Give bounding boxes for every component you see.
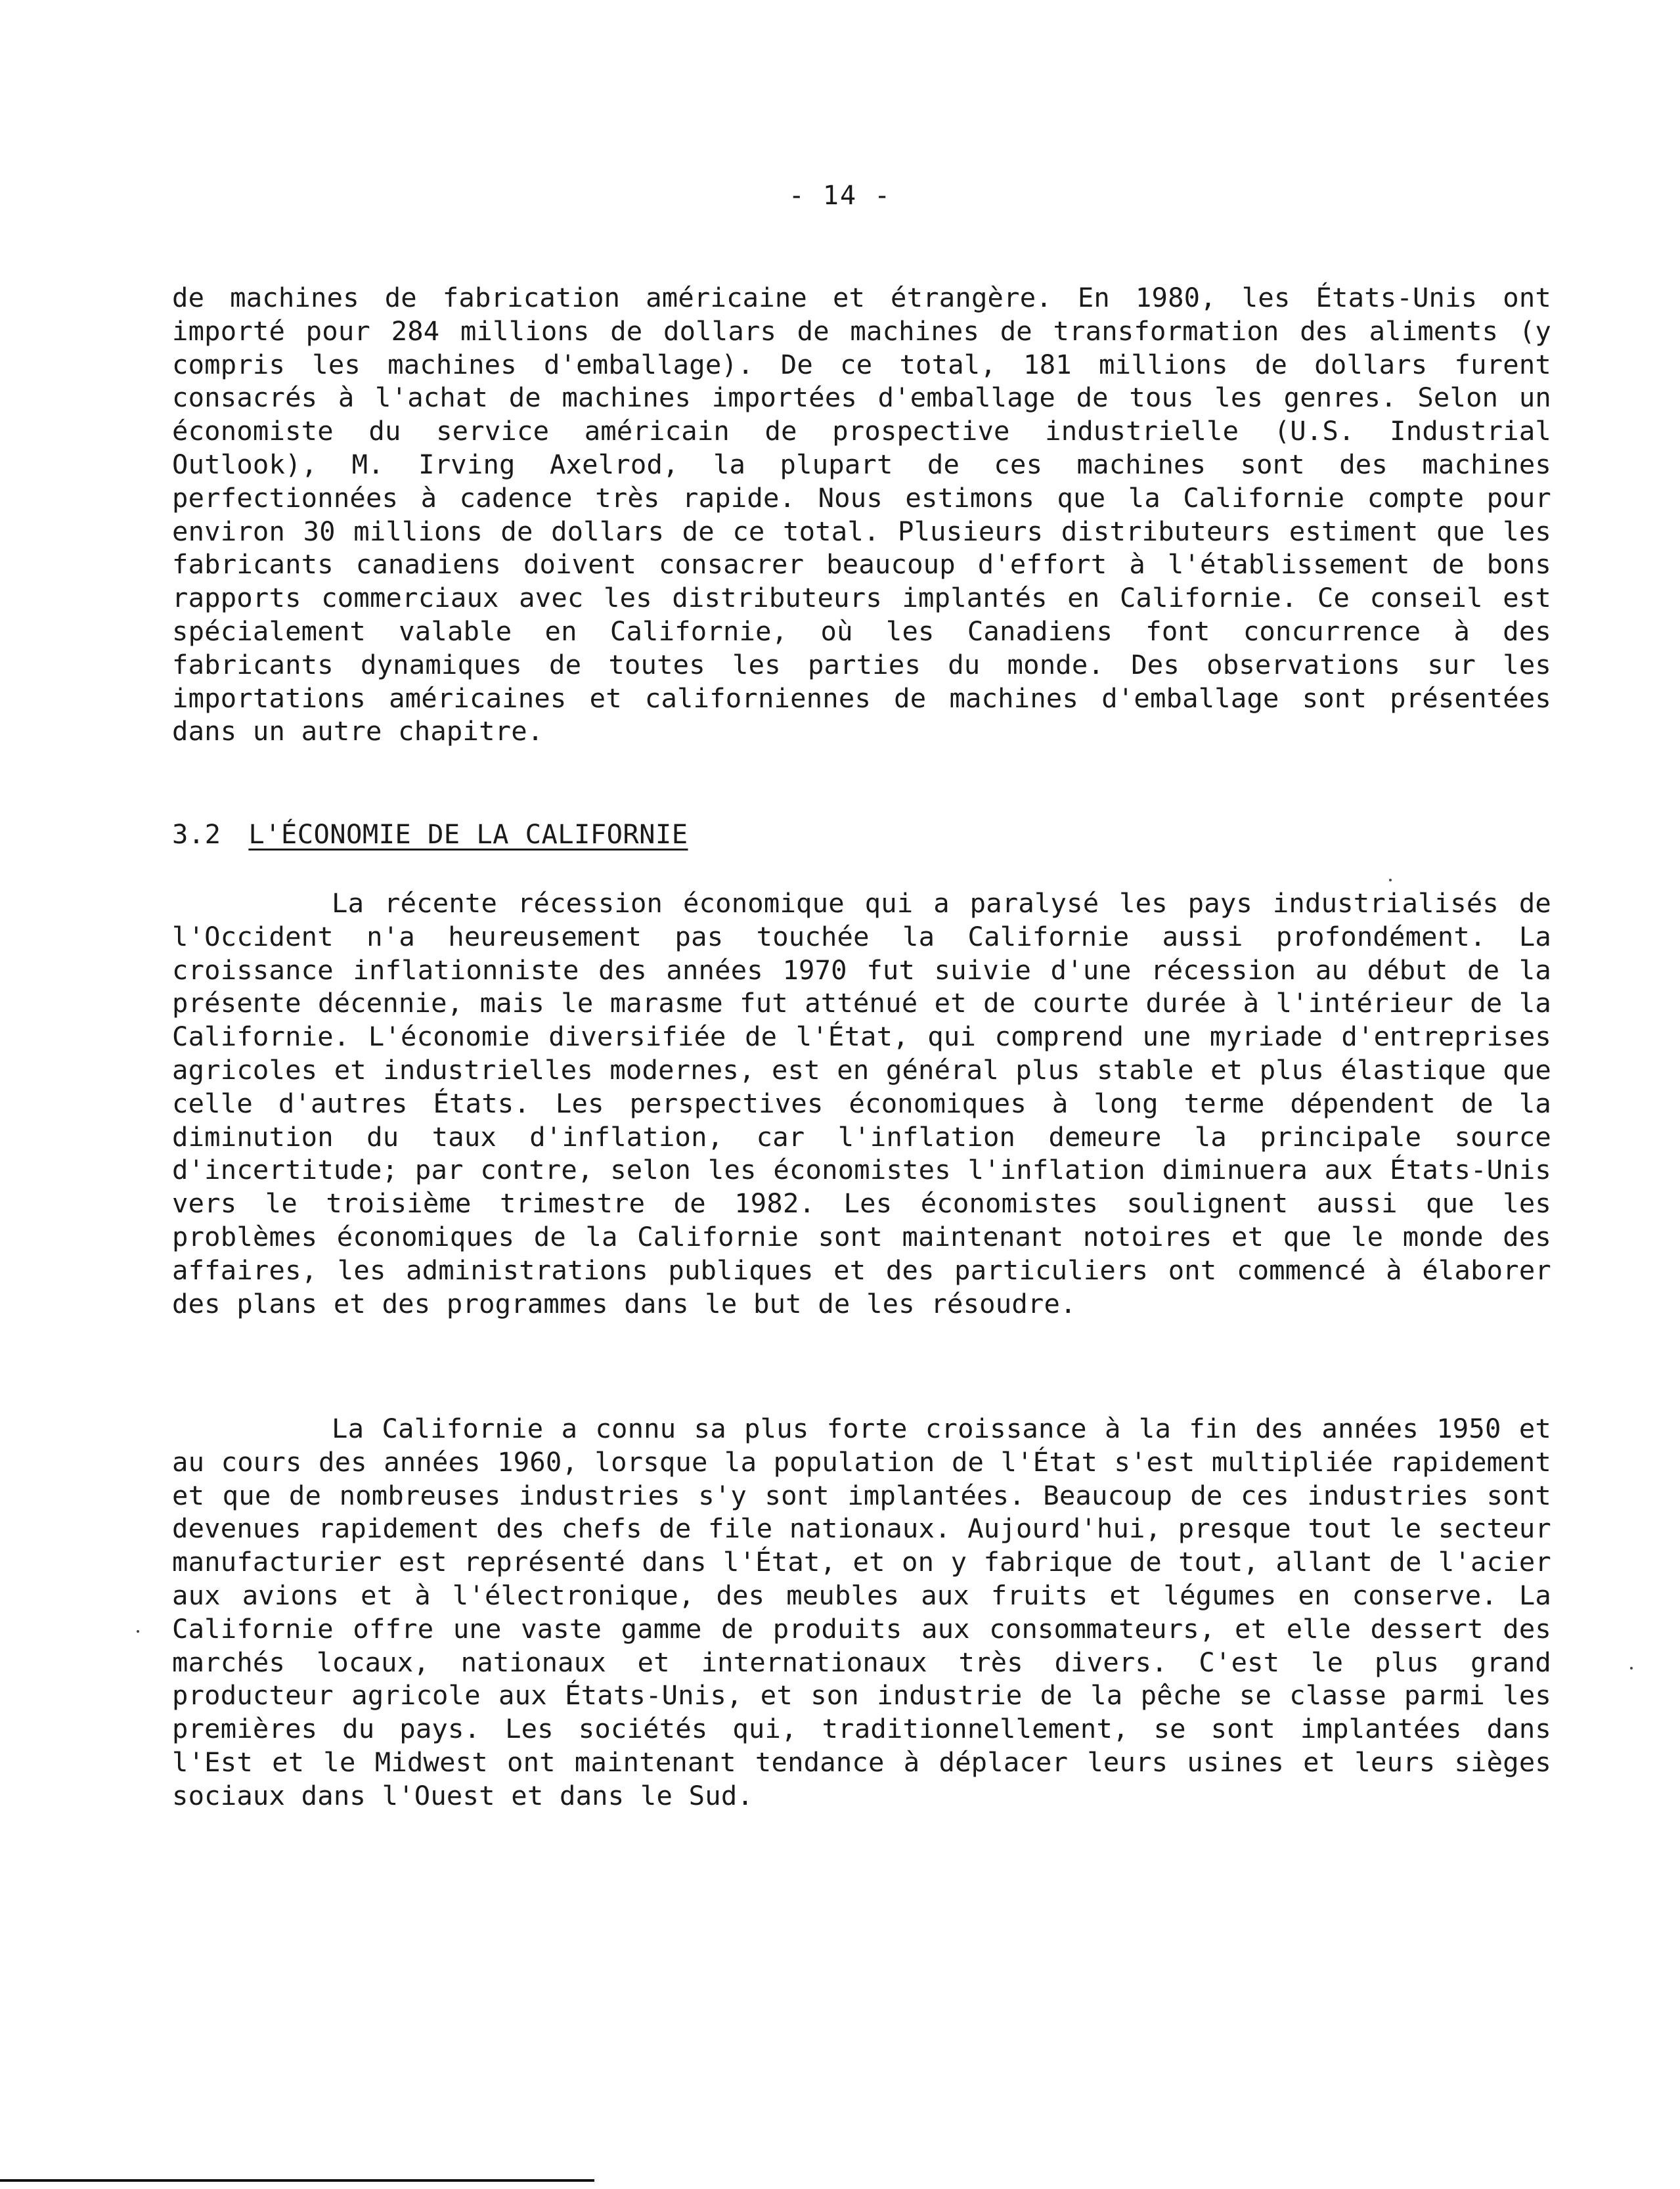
section-title: L'ÉCONOMIE DE LA CALIFORNIE bbox=[248, 818, 688, 850]
scan-speck bbox=[1389, 879, 1392, 881]
bottom-rule bbox=[0, 2179, 594, 2182]
section-heading bbox=[172, 818, 688, 851]
scan-speck bbox=[137, 1630, 139, 1633]
paragraph-recession: La récente récession économique qui a paralysé les pays industrialisés de l'Occident n'a heureusement pas touchée la Californie aussi profondément. La croissance inflationniste des années 1970 fut suivie d'une récession au début de la présente décennie, mais le marasme fut atténué et de courte durée à l'intérieur de la Californie. L'économie diversifiée de l'État, qui comprend une myriade d'entreprises agricoles et industrielles modernes, est en général plus stable et plus élastique que celle d'autres États. Les perspectives économiques à long terme dépendent de la diminution du taux d'inflation, car l'inflation demeure la principale source d'incertitude; par contre, selon les économistes l'inflation diminuera aux États-Unis vers le troisième trimestre de 1982. Les économistes soulignent aussi que les problèmes économiques de la Californie sont maintenant notoires et que le monde des affaires, les administrations publiques et des particuliers ont commencé à élaborer des plans et des programmes dans le but de les résoudre. bbox=[172, 887, 1551, 1319]
paragraph-growth: La Californie a connu sa plus forte croissance à la fin des années 1950 et au cours des années 1960, lorsque la population de l'État s'est multipliée rapidement et que de nombreuses industries s'y sont implantées. Beaucoup de ces industries sont devenues rapidement des chefs de file nationaux. Aujourd'hui, presque tout le secteur manufacturier est représenté dans l'État, et on y fabrique de tout, allant de l'acier aux avions et à l'électronique, des meubles aux fruits et légumes en conserve. La Californie offre une vaste gamme de produits aux consommateurs, et elle dessert des marchés locaux, nationaux et internationaux très divers. C'est le plus grand producteur agricole aux États-Unis, et son industrie de la pêche se classe parmi les premières du pays. Les sociétés qui, traditionnellement, se sont implantées dans l'Est et le Midwest ont maintenant tendance à déplacer leurs usines et leurs sièges sociaux dans l'Ouest et dans le Sud. bbox=[172, 1413, 1551, 1811]
scan-speck bbox=[1630, 1667, 1633, 1669]
paragraph-continuation: de machines de fabrication américaine et étrangère. En 1980, les États-Unis ont importé pour 284 millions de dollars de machines de transformation des aliments (y compris les machines d'emballage). De ce total, 181 millions de dollars furent consacrés à l'achat de machines importées d'emballage de tous les genres. Selon un économiste du service américain de prospective industrielle (U.S. Industrial Outlook), M. Irving Axelrod, la plupart de ces machines sont des machines perfectionnées à cadence très rapide. Nous estimons que la Californie compte pour environ 30 millions de dollars de ce total. Plusieurs distributeurs estiment que les fabricants canadiens doivent consacrer beaucoup d'effort à l'établissement de bons rapports commerciaux avec les distributeurs implantés en Californie. Ce conseil est spécialement valable en Californie, où les Canadiens font concurrence à des fabricants dynamiques de toutes les parties du monde. Des observations sur les importations américaines et californiennes de machines d'emballage sont présentées dans un autre chapitre. bbox=[172, 282, 1551, 747]
page-number: - 14 - bbox=[788, 181, 892, 211]
section-number: 3.2 bbox=[172, 818, 221, 850]
